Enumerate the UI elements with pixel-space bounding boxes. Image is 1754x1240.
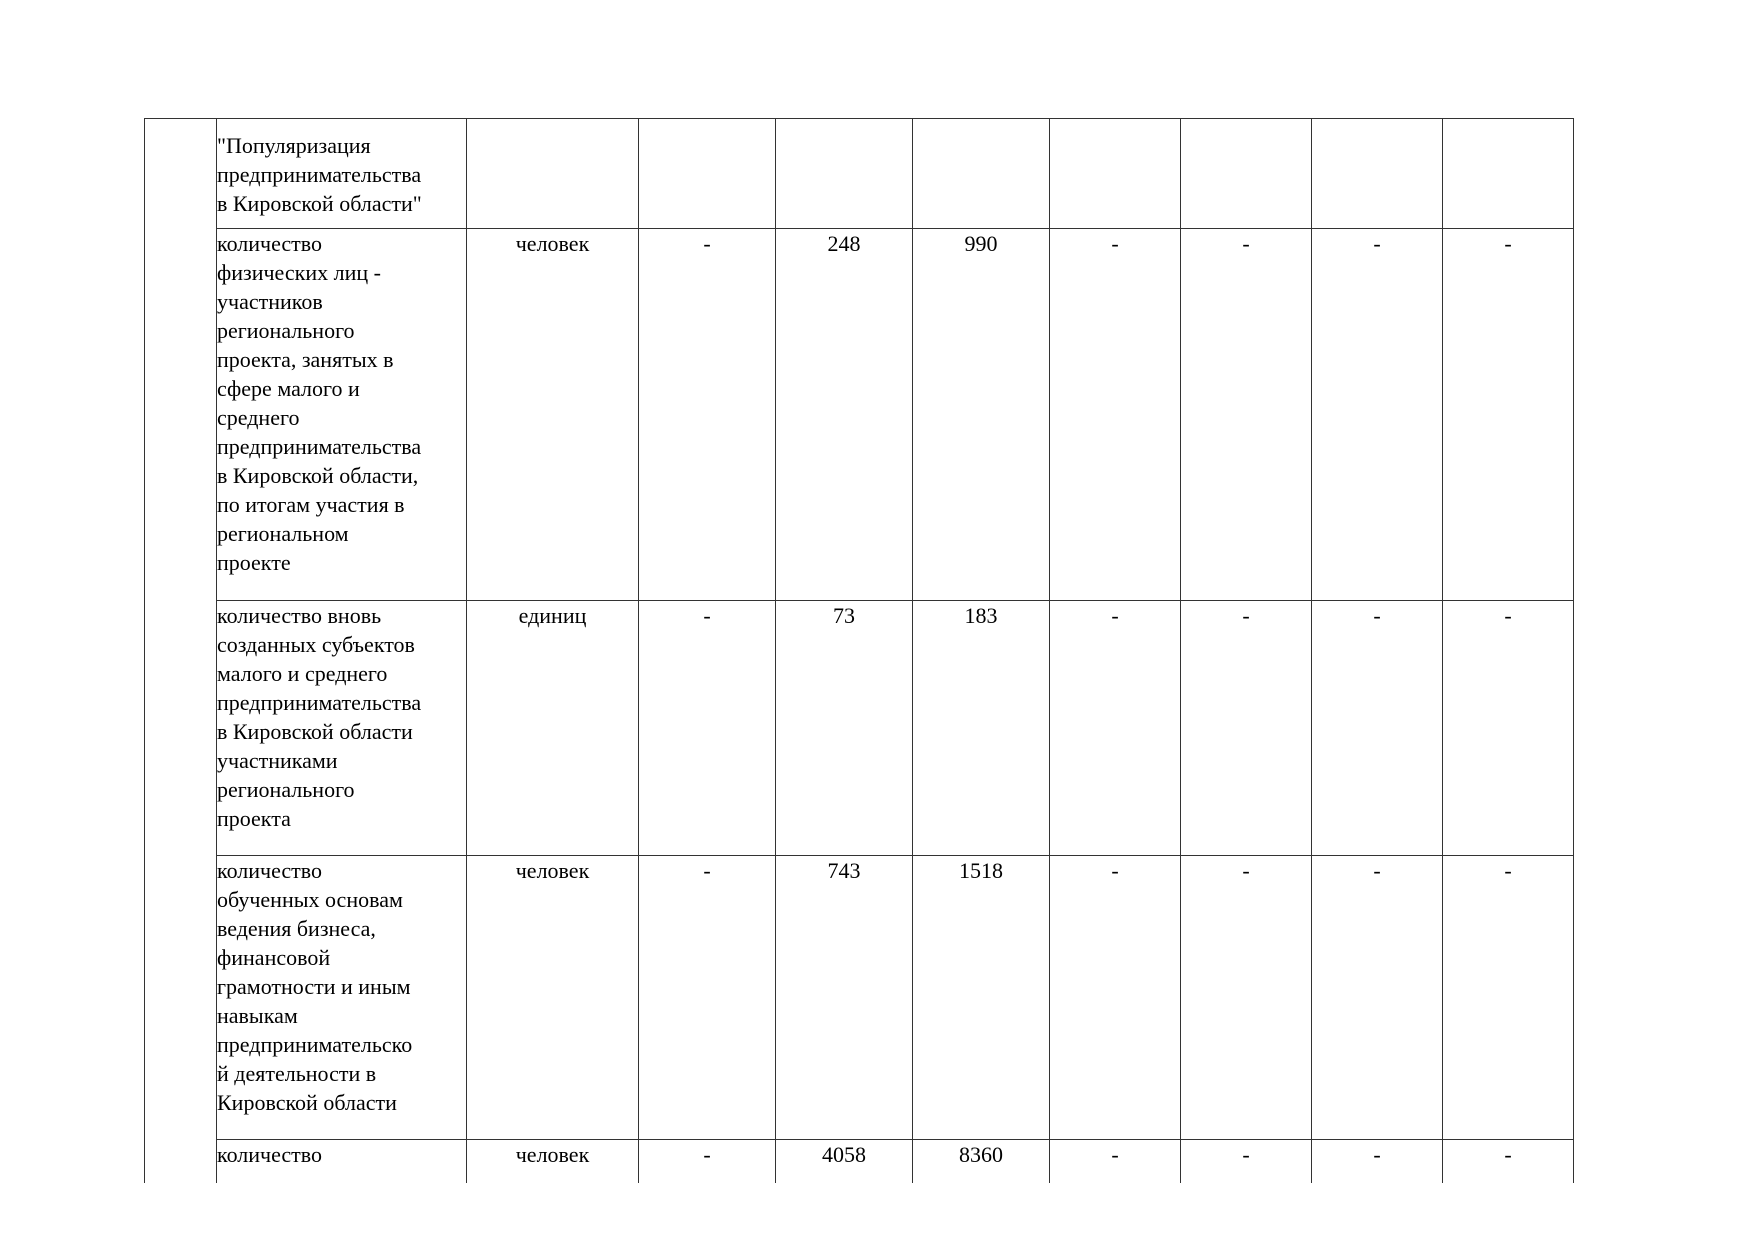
value-cell: -	[639, 1140, 776, 1200]
value-cell: -	[1050, 856, 1181, 1140]
value-cell: -	[639, 601, 776, 856]
value-cell: -	[1312, 856, 1443, 1140]
table-row	[145, 229, 1574, 601]
value-cell: 248	[776, 229, 913, 601]
value-cell: -	[1181, 229, 1312, 601]
indicator-name-cell: количество	[217, 1140, 467, 1200]
unit-cell: человек	[467, 856, 639, 1140]
value-cell: -	[1181, 856, 1312, 1140]
table-row	[145, 856, 1574, 1140]
number-column-cell	[145, 119, 217, 1200]
page-bottom-margin	[0, 1183, 1754, 1240]
value-cell: 8360	[913, 1140, 1050, 1200]
value-cell: -	[639, 856, 776, 1140]
empty-cell	[1443, 119, 1574, 229]
unit-cell: человек	[467, 1140, 639, 1200]
value-cell: -	[1181, 1140, 1312, 1200]
value-cell: 73	[776, 601, 913, 856]
indicators-table	[144, 118, 1574, 1200]
unit-cell: единиц	[467, 601, 639, 856]
unit-cell: человек	[467, 229, 639, 601]
value-cell: 743	[776, 856, 913, 1140]
value-cell: -	[1312, 601, 1443, 856]
value-cell: -	[1443, 601, 1574, 856]
value-cell: -	[1312, 1140, 1443, 1200]
indicator-name-cell: количество обученных основам ведения бизнеса, финансовой грамотности и иным навыкам предпринимательско й деятельности в Кировской области	[217, 856, 467, 1140]
value-cell: 183	[913, 601, 1050, 856]
value-cell: -	[1443, 856, 1574, 1140]
empty-cell	[776, 119, 913, 229]
project-name-cell: "Популяризация предпринимательства в Кировской области"	[217, 119, 467, 229]
table-row	[145, 601, 1574, 856]
empty-cell	[639, 119, 776, 229]
value-cell: -	[1050, 1140, 1181, 1200]
value-cell: -	[639, 229, 776, 601]
value-cell: -	[1443, 229, 1574, 601]
empty-cell	[467, 119, 639, 229]
value-cell: -	[1050, 601, 1181, 856]
value-cell: -	[1443, 1140, 1574, 1200]
value-cell: -	[1312, 229, 1443, 601]
empty-cell	[1312, 119, 1443, 229]
indicator-name-cell: количество физических лиц - участников регионального проекта, занятых в сфере малого и среднего предпринимательства в Кировской области, по итогам участия в региональном проекте	[217, 229, 467, 601]
value-cell: 1518	[913, 856, 1050, 1140]
table-row	[145, 119, 1574, 229]
value-cell: 4058	[776, 1140, 913, 1200]
value-cell: -	[1181, 601, 1312, 856]
empty-cell	[1050, 119, 1181, 229]
indicator-name-cell: количество вновь созданных субъектов малого и среднего предпринимательства в Кировской области участниками регионального проекта	[217, 601, 467, 856]
value-cell: 990	[913, 229, 1050, 601]
empty-cell	[913, 119, 1050, 229]
empty-cell	[1181, 119, 1312, 229]
value-cell: -	[1050, 229, 1181, 601]
